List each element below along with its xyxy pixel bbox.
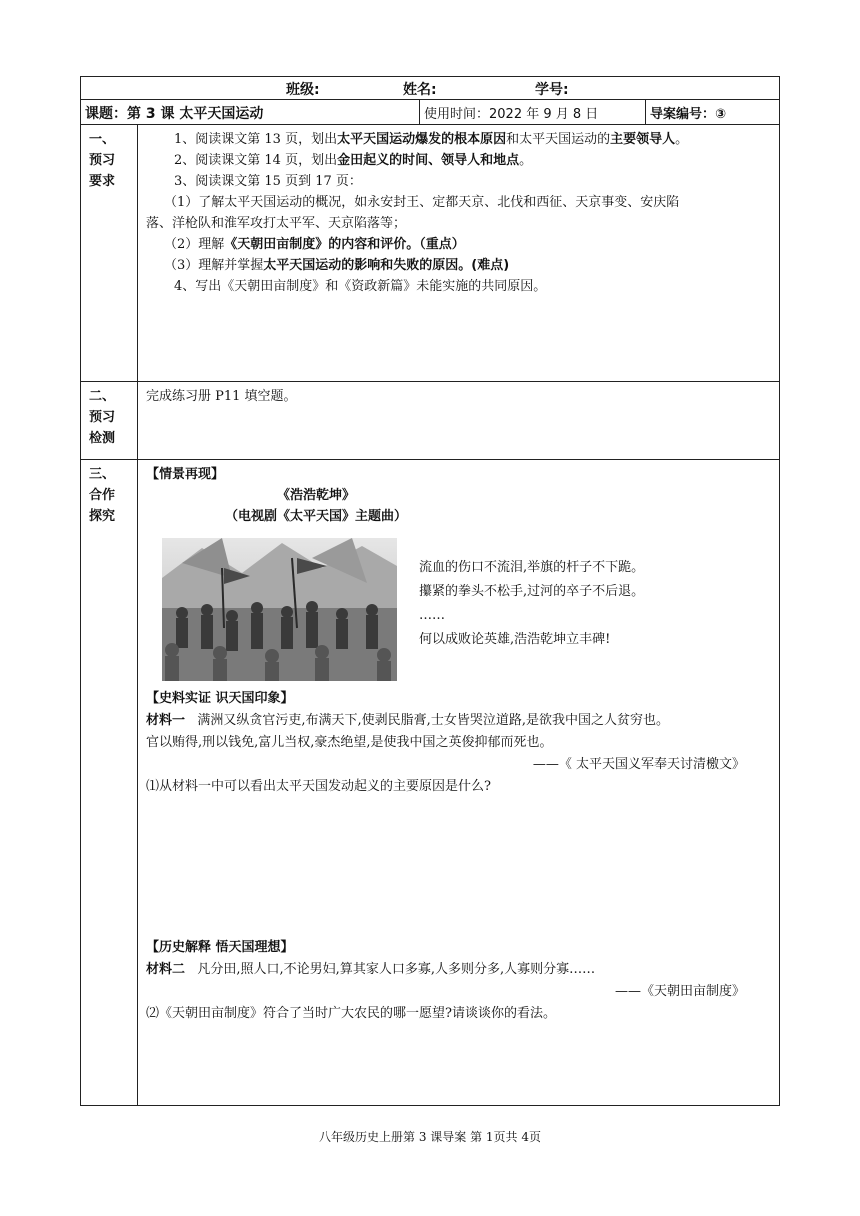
- section-cooperative-inquiry: [81, 460, 779, 1105]
- worksheet-table: [80, 76, 780, 1106]
- lyric-line: 流血的伤口不流泪,举旗的杆子不下跪。: [419, 560, 645, 575]
- section-preview-requirements: [81, 125, 779, 382]
- class-label: 班级:: [286, 82, 320, 98]
- lyric-line: 攥紧的拳头不松手,过河的卒子不后退。: [419, 584, 645, 599]
- taiping-illustration: [162, 538, 397, 681]
- requirement-3-1-cont: 落、洋枪队和淮军攻打太平军、天京陷落等；: [146, 216, 407, 231]
- lyric-line: 何以成败论英雄,浩浩乾坤立丰碑!: [419, 632, 611, 647]
- lyric-line: ……: [419, 608, 445, 623]
- name-label: 姓名:: [403, 82, 437, 98]
- material-1-source: ——《 太平天国义军奉天讨清檄文》: [532, 757, 745, 772]
- section-label: 一、 预习 要求: [81, 125, 138, 381]
- section-preview-check: [81, 382, 779, 460]
- section-content: [138, 382, 779, 459]
- scene-heading: 【情景再现】: [146, 467, 225, 482]
- section-content: [138, 460, 779, 1105]
- requirement-3-3: （3）理解并掌握太平天国运动的影响和失败的原因。(难点): [164, 258, 510, 273]
- evidence-heading: 【史料实证 识天国印象】: [146, 691, 294, 706]
- header-row: [81, 77, 779, 100]
- plan-code: 导案编号：③: [650, 107, 727, 122]
- interpretation-block: [146, 937, 771, 1025]
- material-1: 材料一 满洲又纵贪官污吏,布满天下,使剥民脂膏,士女皆哭泣道路,是欲我中国之人贫穷也。: [146, 713, 669, 728]
- requirement-3-1: （1）了解太平天国运动的概况，如永安封王、定都天京、北伐和西征、天京事变、安庆陷: [164, 195, 680, 210]
- requirement-3: 3、阅读课文第 15 页到 17 页：: [174, 174, 362, 189]
- requirement-1: 1、阅读课文第 13 页，划出太平天国运动爆发的根本原因和太平天国运动的主要领导人。: [174, 132, 689, 147]
- song-subtitle: （电视剧《太平天国》主题曲）: [224, 509, 407, 524]
- lesson-topic: 课题：第 3 课 太平天国运动: [81, 100, 420, 124]
- usage-date: 使用时间：2022 年 9 月 8 日: [420, 100, 646, 124]
- student-id-label: 学号:: [535, 82, 569, 98]
- evidence-block: [146, 688, 771, 798]
- material-2: 材料二 凡分田,照人口,不论男妇,算其家人口多寡,人多则分多,人寡则分寡……: [146, 962, 596, 977]
- section-label: 三、 合作 探究: [81, 460, 138, 1105]
- song-title: 《浩浩乾坤》: [276, 488, 355, 503]
- material-2-source: ——《天朝田亩制度》: [614, 984, 745, 999]
- question-2: ⑵《天朝田亩制度》符合了当时广大农民的哪一愿望?请谈谈你的看法。: [146, 1006, 556, 1021]
- page-footer: 八年级历史上册第 3 课导案 第 1页共 4页: [319, 1130, 541, 1144]
- requirement-4: 4、写出《天朝田亩制度》和《资政新篇》未能实施的共同原因。: [174, 279, 547, 294]
- question-1: ⑴从材料一中可以看出太平天国发动起义的主要原因是什么?: [146, 779, 491, 794]
- section-content: [138, 125, 779, 381]
- material-1-cont: 官以贿得,刑以钱免,富儿当权,豪杰绝望,是使我中国之英俊抑郁而死也。: [146, 735, 553, 750]
- lyrics: [419, 556, 644, 652]
- title-row: [81, 100, 779, 125]
- interpretation-heading: 【历史解释 悟天国理想】: [146, 940, 294, 955]
- requirement-2: 2、阅读课文第 14 页，划出金田起义的时间、领导人和地点。: [174, 153, 533, 168]
- exercise-instruction: 完成练习册 P11 填空题。: [146, 389, 297, 404]
- requirement-3-2: （2）理解《天朝田亩制度》的内容和评价。（重点）: [164, 237, 465, 252]
- section-label: 二、 预习 检测: [81, 382, 138, 459]
